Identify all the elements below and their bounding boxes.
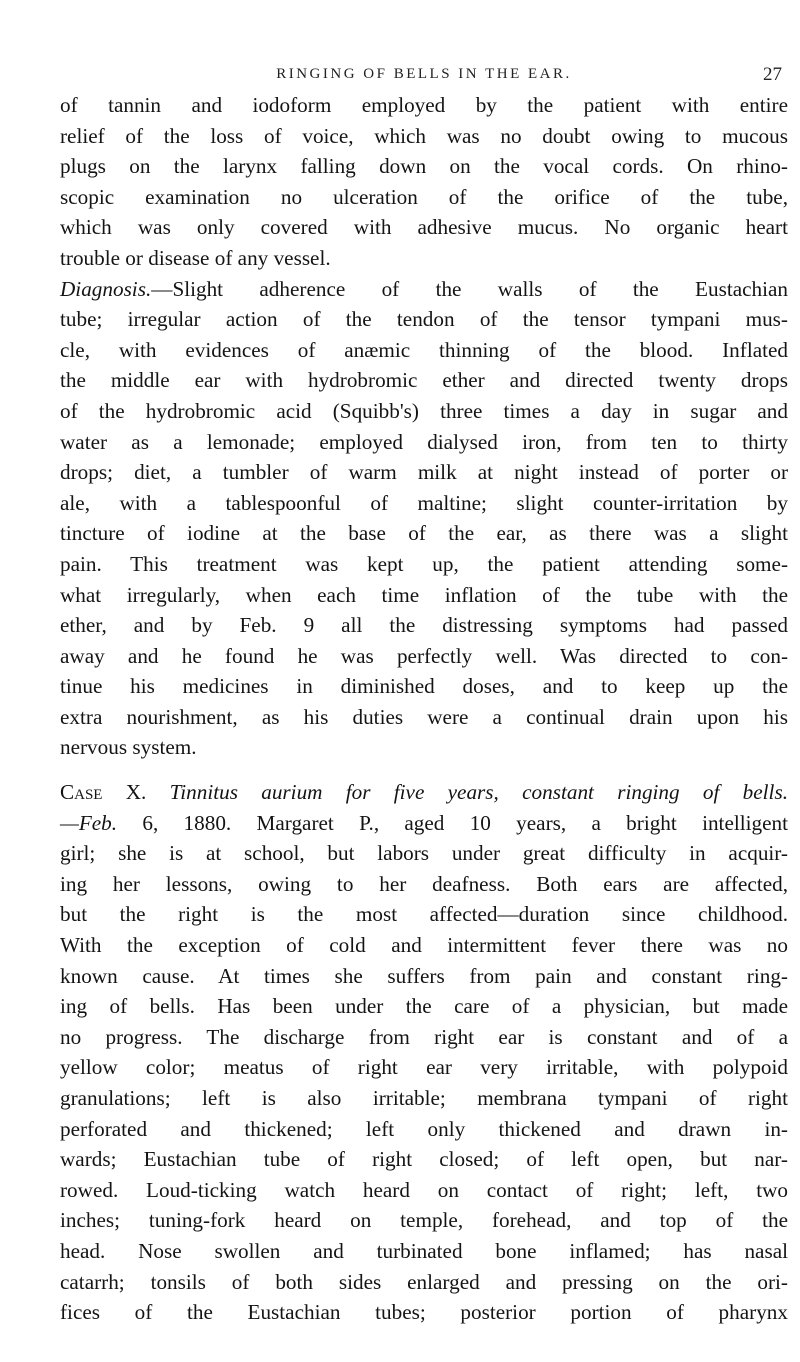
text-line: tinue his medicines in diminished doses, and to keep up the xyxy=(60,674,788,699)
text-line: With the exception of cold and intermittent fever there was no xyxy=(60,933,788,958)
text-line: ing of bells. Has been under the care of a physician, but made xyxy=(60,994,788,1019)
text-line: but the right is the most affected—duration since childhood. xyxy=(60,902,788,927)
paragraph-continuation xyxy=(60,90,788,274)
text-line: water as a lemonade; employed dialysed iron, from ten to thirty xyxy=(60,429,788,454)
text-line xyxy=(60,777,788,808)
text-line: scopic examination no ulceration of the orifice of the tube, xyxy=(60,184,788,209)
paragraph-gap xyxy=(60,763,788,777)
book-page xyxy=(60,60,788,1328)
text-line: ing her lessons, owing to her deafness. Both ears are affected, xyxy=(60,871,788,896)
text-line: granulations; left is also irritable; membrana tympani of right xyxy=(60,1086,788,1110)
text-line: plugs on the larynx falling down on the vocal cords. On rhino- xyxy=(60,154,788,179)
text-line: nervous system. xyxy=(60,735,197,760)
page-number: 27 xyxy=(763,64,782,85)
case-title: Tinnitus aurium for five years, constant ringing of bells. xyxy=(169,780,788,805)
text-line: the middle ear with hydrobromic ether and directed twenty drops xyxy=(60,368,788,393)
text-line: catarrh; tonsils of both sides enlarged and pressing on the ori- xyxy=(60,1269,788,1294)
text-line: drops; diet, a tumbler of warm milk at night instead of porter or xyxy=(60,460,788,485)
text-line: rowed. Loud-ticking watch heard on contact of right; left, two xyxy=(60,1177,788,1202)
paragraph-case-x xyxy=(60,777,788,1328)
text-line: perforated and thickened; left only thickened and drawn in- xyxy=(60,1116,788,1141)
case-date-label: —Feb. xyxy=(60,810,118,835)
text-line: tube; irregular action of the tendon of the tensor tympani mus- xyxy=(60,307,788,332)
text-line: tincture of iodine at the base of the ear, as there was a slight xyxy=(60,521,788,546)
diagnosis-label: Diagnosis. xyxy=(60,276,152,301)
text-line: wards; Eustachian tube of right closed; of left open, but nar- xyxy=(60,1147,788,1172)
text-line: of tannin and iodoform employed by the patient with entire xyxy=(60,93,788,117)
diagnosis-first-line: —Slight adherence of the walls of the Eustachian xyxy=(151,276,788,301)
text-line: extra nourishment, as his duties were a continual drain upon his xyxy=(60,704,788,729)
text-line: known cause. At times she suffers from pain and constant ring- xyxy=(60,963,788,988)
text-line: fices of the Eustachian tubes; posterior portion of pharynx xyxy=(60,1300,788,1325)
case-date-rest: 6, 1880. Margaret P., aged 10 years, a bright intelligent xyxy=(142,810,788,835)
paragraph-diagnosis xyxy=(60,274,788,764)
text-line: cle, with evidences of anæmic thinning of the blood. Inflated xyxy=(60,337,788,362)
text-line xyxy=(60,808,788,839)
text-line: ale, with a tablespoonful of maltine; slight counter-irritation by xyxy=(60,490,788,515)
text-line: away and he found he was perfectly well. Was directed to con- xyxy=(60,643,788,668)
running-header xyxy=(60,60,788,90)
text-line: yellow color; meatus of right ear very irritable, with polypoid xyxy=(60,1055,788,1080)
text-line: which was only covered with adhesive mucus. No organic heart xyxy=(60,215,788,240)
text-line: girl; she is at school, but labors under great difficulty in acquir- xyxy=(60,841,788,866)
text-line: head. Nose swollen and turbinated bone inflamed; has nasal xyxy=(60,1238,788,1263)
running-title: RINGING OF BELLS IN THE EAR. xyxy=(276,66,572,82)
text-line: what irregularly, when each time inflation of the tube with the xyxy=(60,582,788,607)
case-label: Case X. xyxy=(60,780,147,805)
text-line: of the hydrobromic acid (Squibb's) three times a day in sugar and xyxy=(60,398,788,423)
text-line: relief of the loss of voice, which was no doubt owing to mucous xyxy=(60,123,788,148)
text-line: ether, and by Feb. 9 all the distressing symptoms had passed xyxy=(60,613,788,638)
text-line xyxy=(60,274,788,305)
text-line: trouble or disease of any vessel. xyxy=(60,245,331,270)
text-line: pain. This treatment was kept up, the patient attending some- xyxy=(60,551,788,576)
text-line: inches; tuning-fork heard on temple, forehead, and top of the xyxy=(60,1208,788,1233)
text-line: no progress. The discharge from right ear is constant and of a xyxy=(60,1024,788,1049)
